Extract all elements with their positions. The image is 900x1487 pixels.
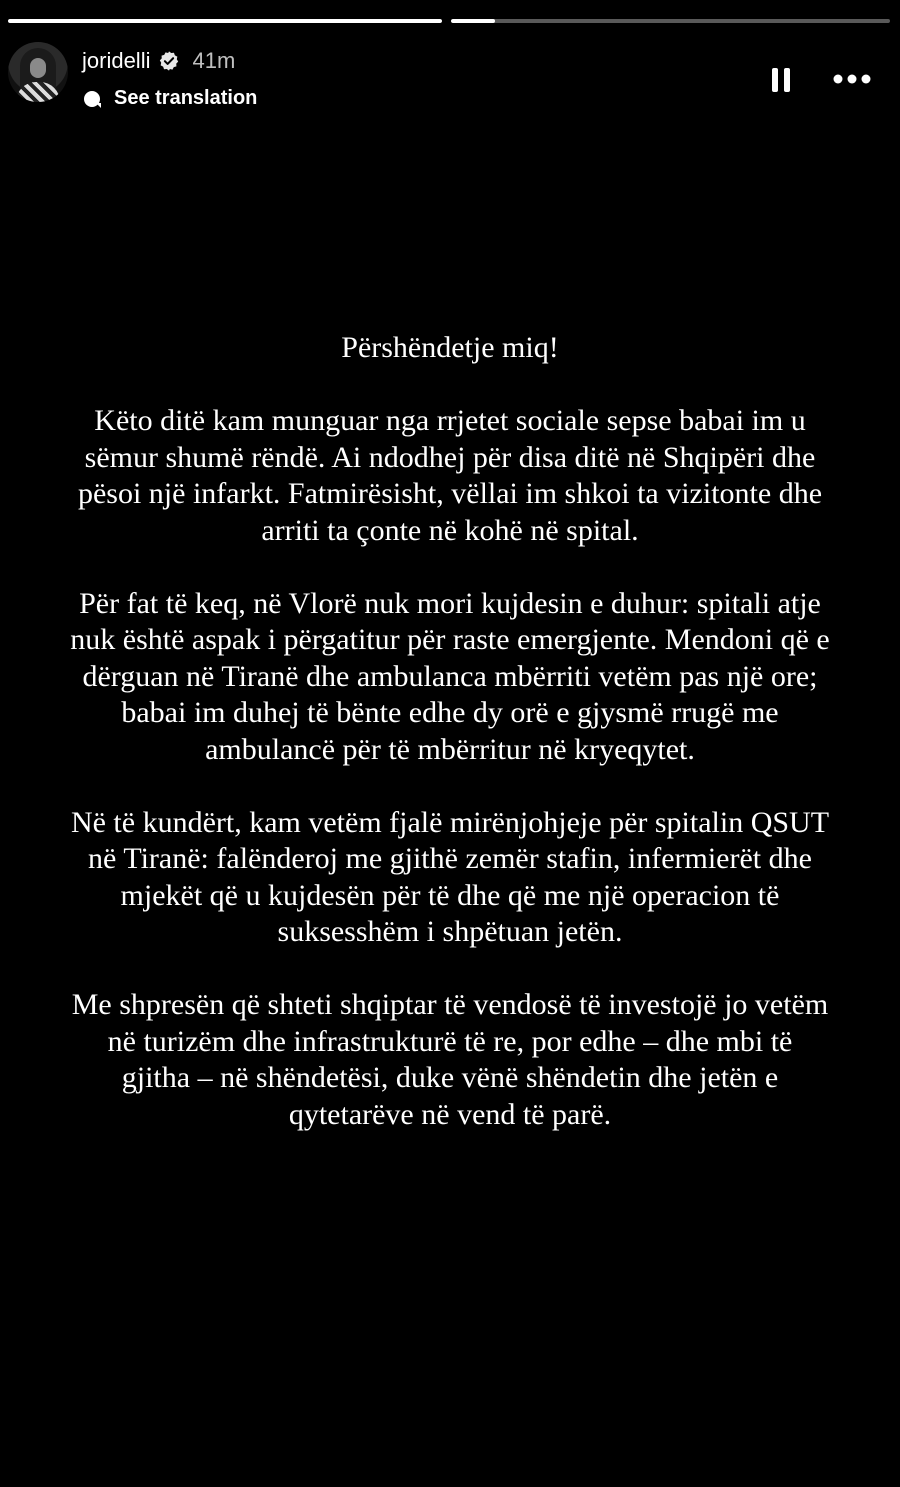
- avatar[interactable]: [8, 42, 68, 102]
- time-ago: 41m: [192, 48, 236, 73]
- story-progress-fill-2: [451, 19, 495, 23]
- story-progress-segment-1: [8, 19, 442, 23]
- pause-icon: [770, 66, 794, 94]
- story-progress-segment-2: [451, 19, 890, 23]
- paragraph-2: Për fat të keq, në Vlorë nuk mori kujdesin e duhur: spitali atje nuk është aspak i përgatitur për raste emergjente. Mendoni që e dërguan në Tiranë dhe ambulanca mbërriti vetëm pas një ore; babai im duhej të bënte edhe dy orë e gjysmë rrugë me ambulancë për të mbërritur në kryeqytet.: [70, 586, 830, 766]
- username[interactable]: joridelli: [82, 48, 151, 73]
- see-translation-label: See translation: [114, 87, 258, 109]
- more-options-icon: [832, 73, 872, 85]
- verified-badge-icon: [158, 50, 180, 72]
- paragraph-3: Në të kundërt, kam vetëm fjalë mirënjohjeje për spitalin QSUT në Tiranë: falënderoj me gjithë zemër stafin, infermierët dhe mjekët që u kujdesën për të dhe që me një operacion të suksesshëm i shpëtuan jetën.: [70, 805, 830, 948]
- more-options-button[interactable]: [832, 72, 872, 84]
- avatar-face: [30, 58, 46, 78]
- story-progress-fill-1: [8, 19, 442, 23]
- username-row: [82, 48, 235, 74]
- greeting-text: Përshëndetje miq!: [341, 331, 559, 364]
- pause-button[interactable]: [770, 66, 794, 94]
- paragraph-1: Këto ditë kam munguar nga rrjetet sociale sepse babai im u sëmur shumë rëndë. Ai ndodhej për disa ditë në Shqipëri dhe pësoi një infarkt. Fatmirësisht, vëllai im shkoi ta vizitonte dhe arriti ta çonte në kohë në spital.: [77, 404, 823, 547]
- story-header: [8, 42, 880, 112]
- see-translation-button[interactable]: [84, 87, 257, 110]
- story-text-message: [70, 330, 830, 1170]
- story-progress-bar: [8, 19, 890, 23]
- paragraph-4: Me shpresën që shteti shqiptar të vendosë të investojë jo vetëm në turizëm dhe infrastrukturë të re, por edhe – dhe mbi të gjitha – në shëndetësi, duke vënë shëndetin dhe jetën e qytetarëve në vend të parë.: [71, 988, 829, 1131]
- translate-icon: [84, 91, 100, 107]
